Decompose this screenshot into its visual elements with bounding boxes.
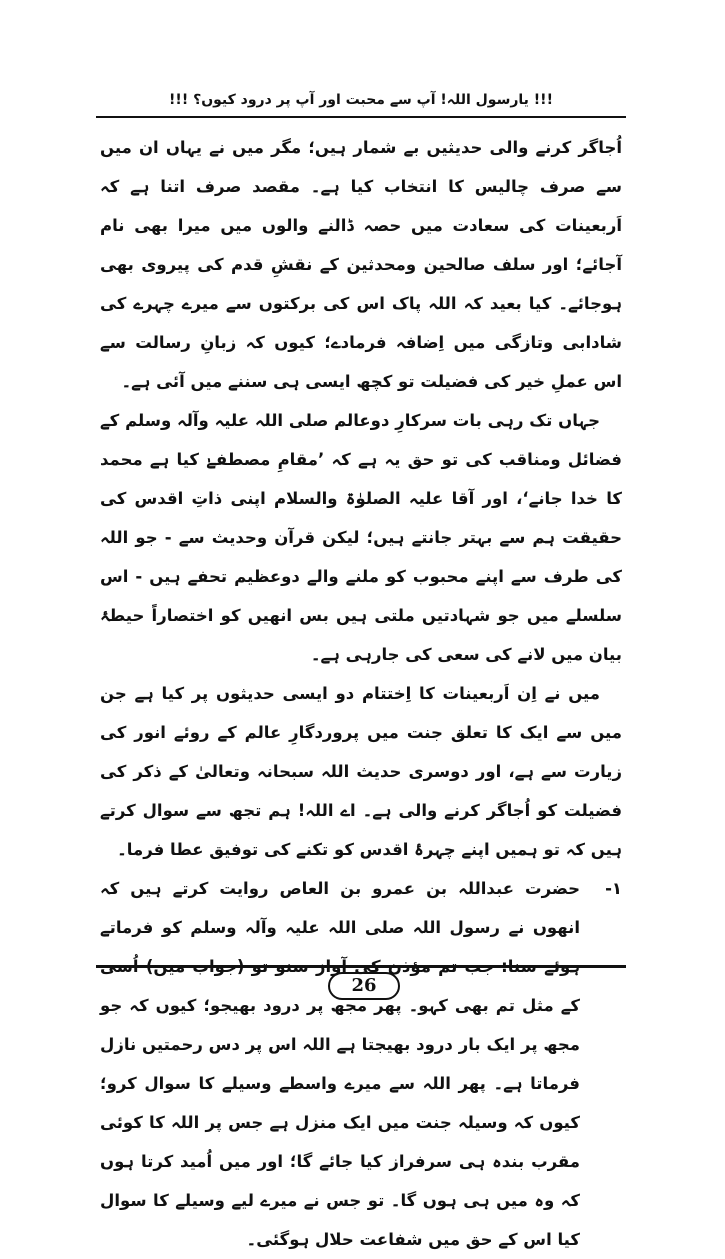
page-body	[100, 128, 622, 1259]
header-divider	[96, 116, 626, 118]
paragraph-3: میں نے اِن اَربعینات کا اِختتام دو ایسی حدیثوں پر کیا ہے جن میں سے ایک کا تعلق جنت میں پروردگارِ عالم کے روئے انور کی زیارت سے ہے، اور دوسری حدیث اللہ سبحانہ وتعالیٰ کے ذکر کی فضیلت کو اُجاگر کرنے والی ہے۔ اے اللہ! ہم تجھ سے سوال کرتے ہیں کہ تو ہمیں اپنے چہرۂ اقدس کو تکنے کی توفیق عطا فرما۔	[100, 684, 622, 859]
paragraph-2: جہاں تک رہی بات سرکارِ دوعالم صلی اللہ علیہ وآلہ وسلم کے فضائل ومناقب کی تو حق یہ ہے کہ ’مقامِ مصطفےٰ کیا ہے محمد کا خدا جانے‘، اور آقا علیہ الصلوٰۃ والسلام اپنی ذاتِ اقدس کی حقیقت ہم سے بہتر جانتے ہیں؛ لیکن قرآن وحدیث سے - جو اللہ کی طرف سے اپنے محبوب کو ملنے والے دوعظیم تحفے ہیں - اس سلسلے میں جو شہادتیں ملتی ہیں بس انھیں کو اختصاراً حیطۂ بیان میں لانے کی سعی کی جارہی ہے۔	[100, 411, 622, 664]
footer-divider	[96, 965, 626, 968]
hadith-entry-1	[100, 869, 622, 1259]
paragraph-1: اُجاگر کرنے والی حدیثیں بے شمار ہیں؛ مگر میں نے یہاں ان میں سے صرف چالیس کا انتخاب کیا ہے۔ مقصد صرف اتنا ہے کہ اَربعینات کی سعادت میں حصہ ڈالنے والوں میں میرا بھی نام آجائے؛ اور سلف صالحین ومحدثین کے نقشِ قدم کی پیروی بھی ہوجائے۔ کیا بعید کہ اللہ پاک اس کی برکتوں سے میرے چہرے کی شادابی وتازگی میں اِضافہ فرمادے؛ کیوں کہ زبانِ رسالت سے اس عملِ خیر کی فضیلت تو کچھ ایسی ہی سننے میں آئی ہے۔	[100, 138, 622, 391]
page-number: 26	[328, 972, 400, 1000]
running-header: !!! یارسول اللہ! آپ سے محبت اور آپ پر درود کیوں؟ !!!	[169, 92, 553, 108]
hadith-number: ۱-	[605, 879, 622, 898]
hadith-text: حضرت عبداللہ بن عمرو بن العاص روایت کرتے ہیں کہ انھوں نے رسول اللہ صلی اللہ علیہ وآلہ وسلم کو فرماتے ہوئے سنا: جب تم مؤذن کی آواز سنو تو (جواب میں) اُسی کے مثل تم بھی کہو۔ پھر مجھ پر درود بھیجو؛ کیوں کہ جو مجھ پر ایک بار درود بھیجتا ہے اللہ اس پر دس رحمتیں نازل فرماتا ہے۔ پھر اللہ سے میرے واسطے وسیلے کا سوال کرو؛ کیوں کہ وسیلہ جنت میں ایک منزل ہے جس پر اللہ کا کوئی مقرب بندہ ہی سرفراز کیا جائے گا؛ اور میں اُمید کرتا ہوں کہ وہ میں ہی ہوں گا۔ تو جس نے میرے لیے وسیلے کا سوال کیا اس کے حق میں شفاعت حلال ہوگئی۔	[100, 879, 580, 1249]
